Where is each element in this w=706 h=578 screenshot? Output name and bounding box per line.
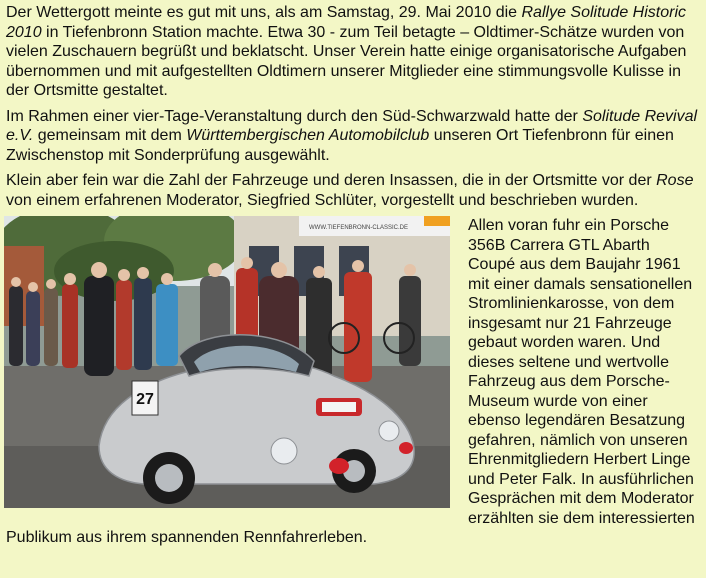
porsche-photo xyxy=(4,216,450,508)
venue-name: Rose xyxy=(656,172,694,189)
porsche-photo-illustration xyxy=(4,216,450,508)
event-name: Rallye Solitude Historic 2010 xyxy=(6,4,687,41)
paragraph-3: Klein aber fein war die Zahl der Fahrzeuge und deren Insassen, die in der Ortsmitte vor der Rose von einem erfahrenen Moderator, Siegfried Schlüter, vorgestellt und beschrieben wurden. xyxy=(6,172,694,209)
automobile-club-name: Württembergischen Automobilclub xyxy=(186,127,430,144)
start-number: 27 xyxy=(136,391,154,408)
paragraph-4: Allen voran fuhr ein Porsche 356B Carrera GTL Abarth Coupé aus dem Baujahr 1961 mit einer damals sensationellen Stromlinienkarosse, von dem insgesamt nur 21 Fahrzeuge gebaut worden waren. Und dieses seltene und wertvolle Fahrzeug aus dem Porsche-Museum wurde von einer ebenso legendären Besatzung gefahren, nämlich von unseren Ehrenmitgliedern Herbert Linge und Peter Falk. In ausführlichen Gesprächen mit dem Moderator erzählten sie dem interessierten Publikum aus ihrem spannenden Rennfahrerleben. xyxy=(6,217,695,546)
paragraph-1: Der Wettergott meinte es gut mit uns, als am Samstag, 29. Mai 2010 die Rallye Solitude Historic 2010 in Tiefenbronn Station machte. Etwa 30 - zum Teil betagte – Oldtimer-Schätze wurden von vielen Zuschauern begrüßt und beklatscht. Unser Verein hatte einige organisatorische Aufgaben übernommen und mit aufgestellten Oldtimern unserer Mitglieder eine stimmungsvolle Kulisse in der Ortsmitte gestaltet. xyxy=(6,4,687,99)
club-name: Solitude Revival e.V. xyxy=(6,107,698,144)
banner-text: WWW.TIEFENBRONN-CLASSIC.DE xyxy=(309,225,409,231)
paragraph-2: Im Rahmen einer vier-Tage-Veranstaltung durch den Süd-Schwarzwald hatte der Solitude Revival e.V. gemeinsam mit dem Württembergischen Automobilclub unseren Ort Tiefenbronn für einen Zwischenstop mit Sonderprüfung ausgewählt. xyxy=(6,107,698,164)
